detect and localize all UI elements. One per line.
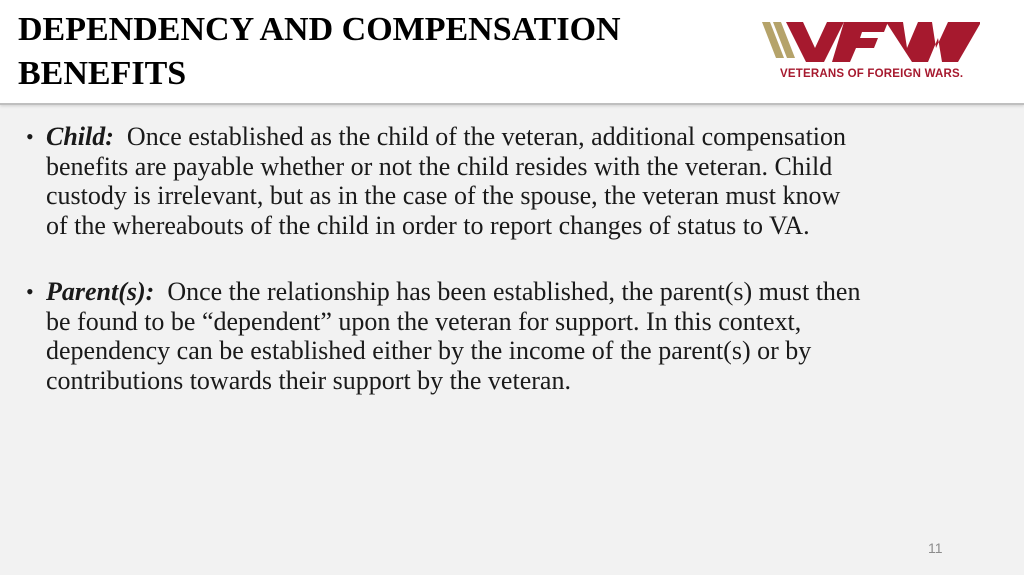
slide-header (0, 0, 1024, 105)
title-line-1: DEPENDENCY AND COMPENSATION (18, 11, 621, 48)
slide-title (18, 8, 738, 96)
slide-body (26, 122, 866, 395)
vfw-logo-mark (758, 18, 988, 68)
bullet-term: Child: (46, 122, 114, 151)
page-number: 11 (928, 540, 943, 556)
bullet-dot-icon: • (26, 279, 34, 304)
title-line-2: BENEFITS (18, 55, 187, 92)
bullet-text: Once the relationship has been established, the parent(s) must then be found to be “dependent” upon the veteran for support. In this context, dependency can be established either by the income of the parent(s) or by contributions towards their support by the veteran. (46, 277, 861, 395)
bullet-text: Once established as the child of the veteran, additional compensation benefits are payable whether or not the child resides with the veteran. Child custody is irrelevant, but as in the case of the spouse, the veteran must know of the whereabouts of the child in order to report changes of status to VA. (46, 122, 847, 240)
bullet-dot-icon: • (26, 124, 34, 149)
bullet-parents (26, 277, 866, 395)
bullet-term: Parent(s): (46, 277, 155, 306)
vfw-logo (758, 18, 988, 88)
logo-tagline: VETERANS OF FOREIGN WARS. (780, 68, 964, 80)
bullet-child (26, 122, 866, 240)
